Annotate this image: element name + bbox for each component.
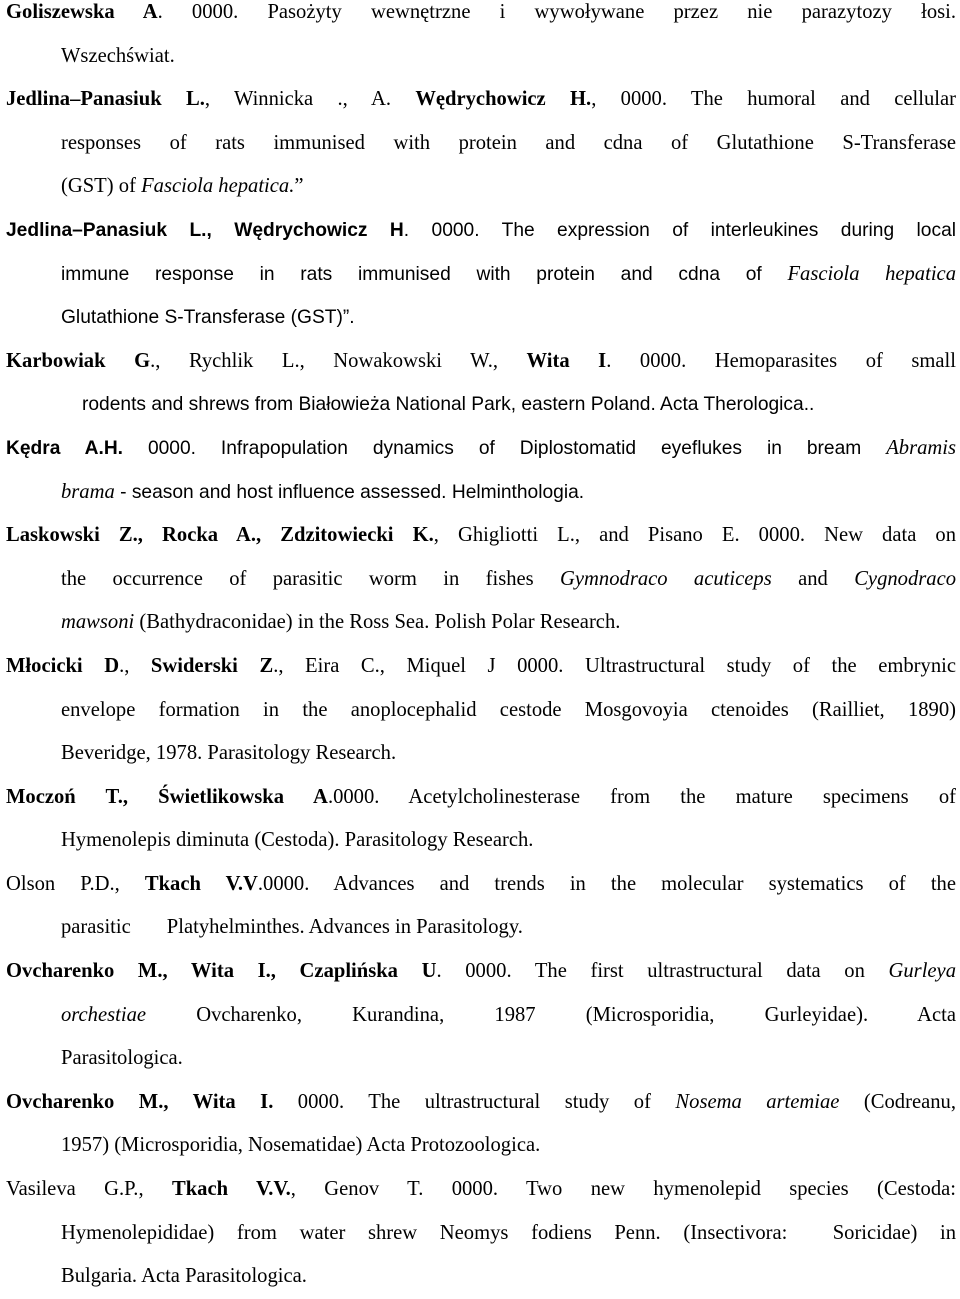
reference-entry xyxy=(6,78,956,209)
citation-text: (Codreanu, xyxy=(839,1090,956,1113)
italic-text: Fasciola hepatica xyxy=(787,262,956,285)
author-bold: Jedlina–Panasiuk L. xyxy=(6,88,205,111)
citation-text: and xyxy=(771,567,855,590)
citation-text: Hymenolepididae) from water shrew Neomys fodiens Penn. (Insectivora: Soricidae) in xyxy=(61,1221,956,1244)
reference-line xyxy=(6,819,956,863)
author-bold: Karbowiak G xyxy=(6,349,151,372)
citation-text: ., Rychlik L., Nowakowski W., xyxy=(150,349,527,372)
citation-text: . 0000. Hemoparasites of small xyxy=(606,349,957,372)
reference-line xyxy=(6,558,956,602)
reference-line xyxy=(6,296,956,340)
citation-text: parasitic Platyhelminthes. Advances in Parasitology. xyxy=(61,916,523,939)
author-bold: Laskowski Z., Rocka A., Zdzitowiecki K. xyxy=(6,524,434,547)
citation-text: (Bathydraconidae) in the Ross Sea. Polish Polar Research. xyxy=(134,611,621,634)
reference-entry xyxy=(6,340,956,427)
citation-text: , Winnicka ., A. xyxy=(204,88,416,111)
italic-text: Cygnodraco xyxy=(854,567,956,590)
author-bold: Ovcharenko M., Wita I., Czaplińska U xyxy=(6,960,437,983)
italic-text: Nosema artemiae xyxy=(675,1090,840,1113)
reference-line xyxy=(6,514,956,558)
reference-line xyxy=(6,35,956,79)
reference-line xyxy=(6,471,956,515)
citation-text: Vasileva G.P., xyxy=(6,1178,172,1201)
reference-line xyxy=(6,340,956,384)
citation-text: 0000. Infrapopulation dynamics of Diplostomatid eyeflukes in bream xyxy=(123,437,887,459)
reference-line xyxy=(6,906,956,950)
citation-text: ., xyxy=(119,654,151,677)
reference-line xyxy=(6,689,956,733)
italic-text: Gurleya xyxy=(888,960,956,983)
citation-text: Hymenolepis diminuta (Cestoda). Parasitology Research. xyxy=(61,829,534,852)
italic-text: orchestiae xyxy=(61,1003,147,1026)
reference-line xyxy=(6,209,956,253)
citation-text: responses of rats immunised with protein and cdna of Glutathione S-Transferase xyxy=(61,131,956,154)
author-bold: Kędra A.H. xyxy=(6,437,124,459)
reference-line xyxy=(6,253,956,297)
reference-line xyxy=(6,1168,956,1212)
author-bold: Młocicki D xyxy=(6,654,120,677)
citation-text: Ovcharenko, Kurandina, 1987 (Microsporidia, Gurleyidae). Acta xyxy=(146,1003,956,1026)
reference-line xyxy=(6,645,956,689)
author-bold: Goliszewska A xyxy=(6,1,158,23)
reference-entry xyxy=(6,776,956,863)
reference-line xyxy=(6,950,956,994)
reference-line xyxy=(6,383,956,427)
reference-line xyxy=(6,165,956,209)
citation-text: , Ghigliotti L., and Pisano E. 0000. New data on xyxy=(433,524,957,547)
citation-text: . 0000. Pasożyty wewnętrzne i wywoływane przez nie parazytozy łosi. xyxy=(157,1,957,23)
reference-entry xyxy=(6,0,956,78)
author-bold: Tkach V.V. xyxy=(171,1178,291,1201)
citation-text: 1957) (Microsporidia, Nosematidae) Acta Protozoologica. xyxy=(61,1134,541,1157)
italic-text: Fasciola hepatica. xyxy=(141,175,295,198)
reference-entry xyxy=(6,427,956,514)
reference-line xyxy=(6,776,956,820)
reference-entry xyxy=(6,1081,956,1168)
reference-entry xyxy=(6,645,956,776)
reference-entry xyxy=(6,863,956,950)
author-bold: Ovcharenko M., Wita I. xyxy=(6,1090,274,1113)
reference-line xyxy=(6,1212,956,1256)
italic-text: brama xyxy=(61,480,115,503)
citation-text: envelope formation in the anoplocephalid cestode Mosgovoyia ctenoides (Railliet, 1890) xyxy=(61,698,956,721)
author-bold: Wędrychowicz H. xyxy=(415,88,592,111)
reference-line xyxy=(6,732,956,776)
reference-entry xyxy=(6,514,956,645)
reference-line xyxy=(6,863,956,907)
italic-text: mawsoni xyxy=(61,611,135,634)
citation-text: , Genov T. 0000. Two new hymenolepid species (Cestoda: xyxy=(290,1178,956,1201)
citation-text: Glutathione S-Transferase (GST)”. xyxy=(61,307,355,329)
reference-line xyxy=(6,994,956,1038)
reference-line xyxy=(6,122,956,166)
reference-entry xyxy=(6,209,956,340)
citation-text: . 0000. The expression of interleukines during local xyxy=(403,219,956,241)
citation-text: Olson P.D., xyxy=(6,872,145,895)
citation-text: ” xyxy=(294,175,304,198)
citation-text: .0000. Acetylcholinesterase from the mature specimens of xyxy=(327,785,956,808)
citation-text: Parasitologica. xyxy=(61,1047,183,1070)
reference-entry xyxy=(6,1168,956,1299)
reference-line xyxy=(6,427,956,471)
citation-text: the occurrence of parasitic worm in fishes xyxy=(61,567,561,590)
citation-text: . 0000. The first ultrastructural data on xyxy=(436,960,889,983)
author-bold: Jedlina–Panasiuk L., Wędrychowicz H xyxy=(6,219,404,241)
reference-line xyxy=(6,1124,956,1168)
citation-text: Beveridge, 1978. Parasitology Research. xyxy=(61,742,397,765)
citation-text: ., Eira C., Miquel J 0000. Ultrastructural study of the embrynic xyxy=(273,654,956,677)
citation-text: .0000. Advances and trends in the molecular systematics of the xyxy=(257,872,956,895)
author-bold: Tkach V.V xyxy=(144,872,258,895)
citation-text: 0000. The ultrastructural study of xyxy=(273,1090,676,1113)
reference-line xyxy=(6,1081,956,1125)
reference-line xyxy=(6,601,956,645)
author-bold: Moczoń T., Świetlikowska A xyxy=(6,785,328,808)
reference-line xyxy=(6,78,956,122)
citation-text: Wszechświat. xyxy=(61,44,175,67)
author-bold: Wita I xyxy=(526,349,607,372)
citation-text: , 0000. The humoral and cellular xyxy=(591,88,956,111)
author-bold: Swiderski Z xyxy=(150,654,274,677)
reference-line xyxy=(6,1037,956,1081)
citation-text: Bulgaria. Acta Parasitologica. xyxy=(61,1265,307,1288)
italic-text: Gymnodraco acuticeps xyxy=(560,567,772,590)
reference-line xyxy=(6,0,956,35)
citation-text: - season and host influence assessed. Helminthologia. xyxy=(114,481,585,503)
italic-text: Abramis xyxy=(886,436,957,459)
citation-text: immune response in rats immunised with protein and cdna of xyxy=(61,263,788,285)
citation-text: rodents and shrews from Białowieża National Park, eastern Poland. Acta Therologica.. xyxy=(82,394,815,416)
reference-line xyxy=(6,1255,956,1299)
reference-entry xyxy=(6,950,956,1081)
citation-text: (GST) of xyxy=(61,175,142,198)
